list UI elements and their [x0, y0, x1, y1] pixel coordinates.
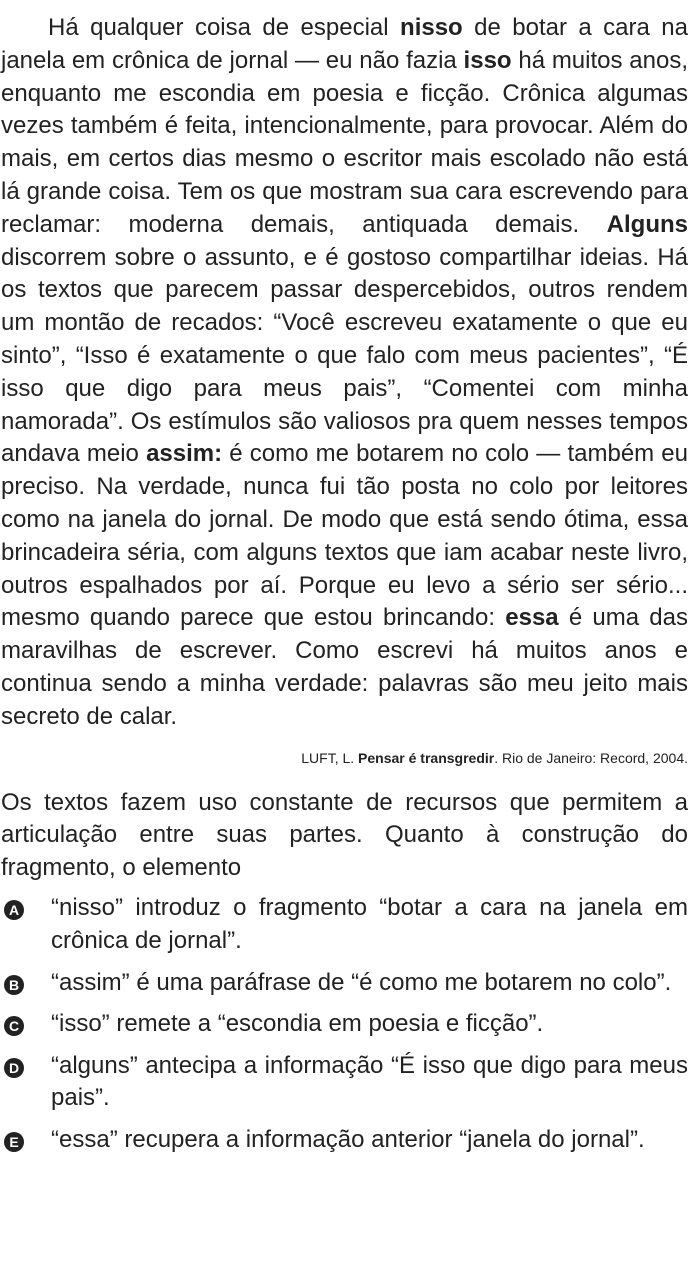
option-a-text: “nisso” introduz o fragmento “botar a cara na janela em crônica de jornal”. [51, 894, 688, 954]
option-b-text: “assim” é uma paráfrase de “é como me botarem no colo”. [51, 968, 672, 996]
source-citation [1, 748, 688, 768]
option-c-letter-badge: C [4, 1016, 24, 1036]
option-e-letter-badge: E [4, 1132, 24, 1152]
option-d-text: “alguns” antecipa a informação “É isso que digo para meus pais”. [51, 1051, 688, 1112]
answer-options [1, 892, 688, 1156]
option-d[interactable] [1, 1050, 688, 1115]
passage-segment: Há qualquer coisa de especial [48, 14, 401, 41]
option-b-letter-badge: B [4, 975, 24, 995]
highlight-alguns: Alguns [606, 210, 688, 238]
option-e-text: “essa” recupera a informação anterior “janela do jornal”. [51, 1125, 645, 1153]
citation-publisher: . Rio de Janeiro: Record, 2004. [494, 749, 688, 766]
citation-title: Pensar é transgredir [358, 749, 495, 766]
option-d-letter-badge: D [4, 1058, 24, 1078]
option-a-letter-badge: A [4, 900, 24, 920]
question-stem: Os textos fazem uso constante de recursos que permitem a articulação entre suas partes. Quanto à construção do fragmento, o elemento [1, 788, 688, 881]
highlight-essa: essa [505, 604, 559, 632]
passage-segment: há muitos anos, enquanto me escondia em poesia e ficção. Crônica algumas vezes também é feita, intencionalmente, para provocar. Além do mais, em certos dias mesmo o escritor mais escolado não está lá grande coisa. Tem os que mostram sua cara escrevendo para reclamar: moderna demais, antiquada demais. [1, 46, 688, 238]
option-c[interactable] [1, 1008, 688, 1041]
passage-segment: é uma das maravilhas de escrever. Como escrevi há muitos anos e continua sendo a minha verdade: palavras são meu jeito mais secreto de calar. [1, 604, 689, 730]
highlight-assim: assim: [146, 440, 223, 468]
passage-segment: é como me botarem no colo — também eu preciso. Na verdade, nunca fui tão posta no colo por leitores como na janela do jornal. De modo que está sendo ótima, essa brincadeira séria, com alguns textos que iam acabar neste livro, outros espalhados por aí. Porque eu levo a sério ser sério... mesmo quando parece que estou brincando: [1, 440, 688, 632]
option-e[interactable] [1, 1124, 688, 1157]
option-b[interactable] [1, 967, 688, 1000]
option-a[interactable] [1, 892, 688, 957]
passage-segment: de botar a cara na janela em crônica de jornal — eu não fazia [1, 14, 689, 74]
passage-segment: discorrem sobre o assunto, e é gostoso compartilhar ideias. Há os textos que parecem passar despercebidos, outros rendem um montão de recados: “Você escreveu exatamente o que eu sinto”, “Isso é exatamente o que falo com meus pacientes”, “É isso que digo para meus pais”, “Comentei com minha namorada”. Os estímulos são valiosos pra quem nesses tempos andava meio [1, 243, 688, 468]
citation-author: LUFT, L. [301, 749, 359, 766]
option-c-text: “isso” remete a “escondia em poesia e ficção”. [51, 1010, 544, 1038]
exam-page [0, 12, 700, 1156]
highlight-nisso: nisso [400, 14, 463, 41]
highlight-isso: isso [463, 46, 512, 74]
passage-text [1, 12, 688, 734]
